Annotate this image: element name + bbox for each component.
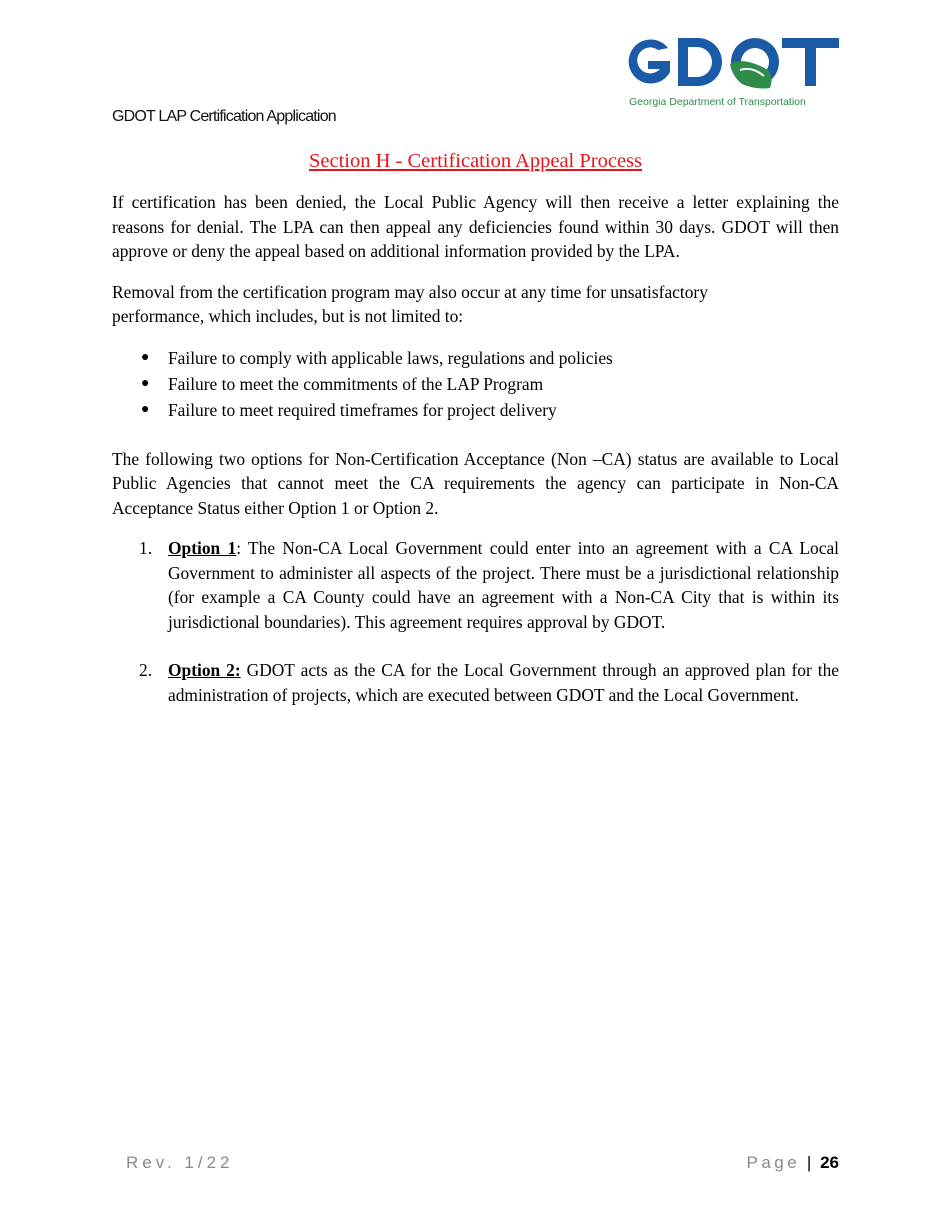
bullet-icon: ● bbox=[141, 349, 150, 365]
section-heading: Section H - Certification Appeal Process bbox=[308, 150, 643, 172]
bullet-icon: ● bbox=[141, 375, 150, 391]
page-separator: | bbox=[806, 1153, 812, 1172]
list-item: ● Failure to meet required timeframes for project delivery bbox=[168, 397, 839, 423]
page-label: Page bbox=[746, 1153, 801, 1172]
option-separator: : bbox=[236, 538, 242, 558]
option-number: 1. bbox=[139, 538, 153, 558]
bullet-icon: ● bbox=[141, 401, 150, 417]
document-body bbox=[112, 148, 839, 731]
list-item: ● Failure to comply with applicable laws, regulations and policies bbox=[168, 345, 839, 371]
document-header-title: GDOT LAP Certification Application bbox=[112, 108, 336, 125]
footer-revision: Rev. 1/22 bbox=[126, 1153, 234, 1172]
gdot-logo bbox=[618, 30, 843, 112]
list-item: ● Failure to meet the commitments of the LAP Program bbox=[168, 371, 839, 397]
footer-page-indicator bbox=[746, 1153, 839, 1173]
paragraph-removal-line2: performance, which includes, but is not limited to: bbox=[112, 306, 464, 326]
options-list bbox=[112, 536, 839, 707]
option-item-1 bbox=[139, 536, 839, 634]
paragraph-denial: If certification has been denied, the Local Public Agency will then receive a letter explaining the reasons for denial. The LPA can then appeal any deficiencies found within 30 days. GDOT will then approve or deny the appeal based on additional information provided by the LPA. bbox=[112, 192, 839, 261]
paragraph-options-intro: The following two options for Non-Certification Acceptance (Non –CA) status are available to Local Public Agencies that cannot meet the CA requirements the agency can participate in Non-CA Acceptance Status either Option 1 or Option 2. bbox=[112, 448, 839, 518]
option-number: 2. bbox=[139, 660, 153, 680]
paragraph-removal bbox=[112, 280, 839, 329]
gdot-logo-mark bbox=[618, 30, 843, 96]
option-item-2 bbox=[139, 658, 839, 707]
option-text: The Non-CA Local Government could enter into an agreement with a CA Local Government to administer all aspects of the project. There must be a jurisdictional relationship (for example a CA County could have an agreement with a Non-CA City that is within its jurisdictional boundaries). This agreement requires approval by GDOT. bbox=[168, 538, 839, 632]
removal-reasons-list bbox=[112, 345, 839, 423]
option-label: Option 2: bbox=[168, 660, 241, 680]
option-text: GDOT acts as the CA for the Local Government through an approved plan for the administration of projects, which are executed between GDOT and the Local Government. bbox=[168, 660, 839, 705]
paragraph-removal-line1: Removal from the certification program may also occur at any time for unsatisfactory bbox=[112, 281, 708, 302]
option-label: Option 1 bbox=[168, 538, 237, 558]
logo-tagline: Georgia Department of Transportation bbox=[629, 96, 806, 108]
page-number: 26 bbox=[820, 1153, 839, 1172]
